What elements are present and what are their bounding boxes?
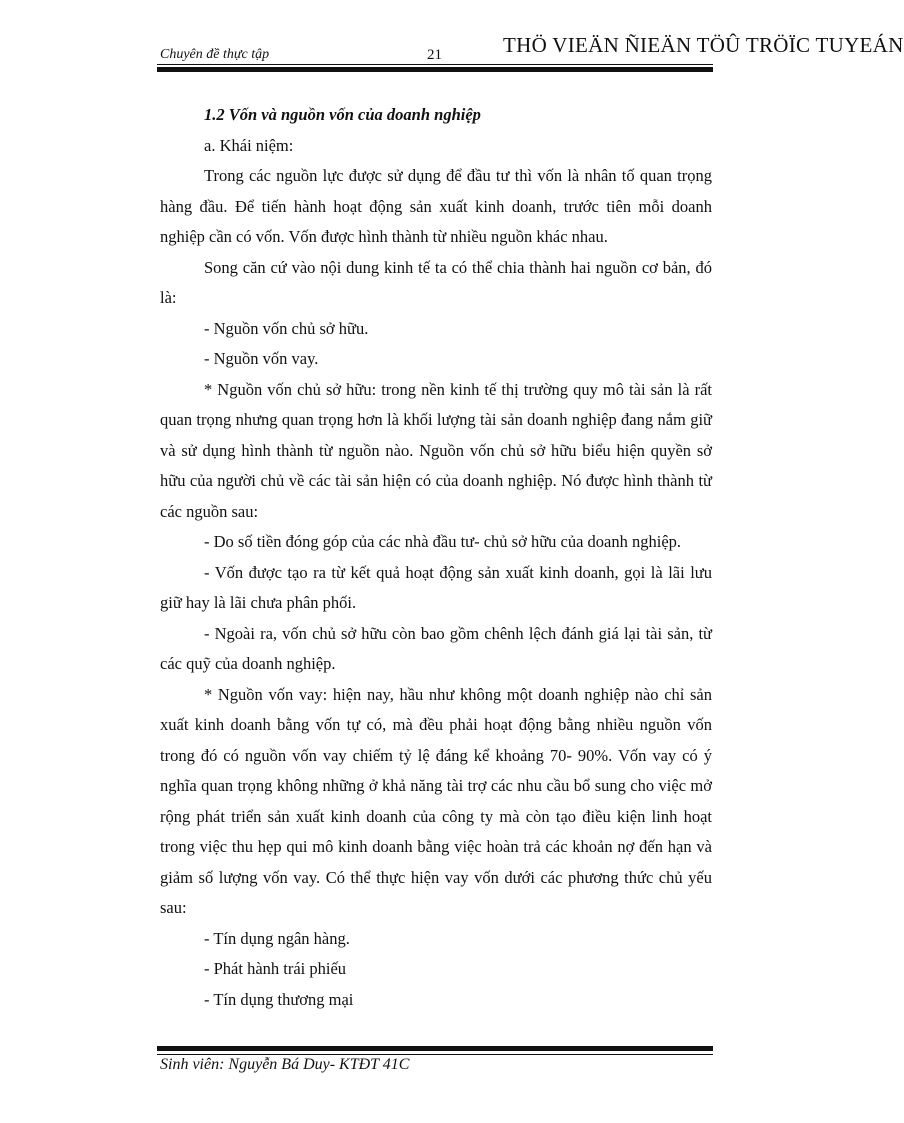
page-number: 21: [427, 47, 442, 63]
section-heading: 1.2 Vốn và nguồn vốn của doanh nghiệp: [204, 105, 481, 124]
list-item: - Tín dụng thương mại: [204, 989, 354, 1009]
list-item: - Tín dụng ngân hàng.: [204, 928, 350, 948]
header-document-title: Chuyên đề thực tập: [160, 47, 270, 62]
footer-author: Sinh viên: Nguyễn Bá Duy- KTĐT 41C: [160, 1056, 410, 1073]
list-item: - Do số tiền đóng góp của các nhà đầu tư- chủ sở hữu của doanh nghiệp.: [204, 532, 682, 551]
footer-rule-thin: [157, 1054, 713, 1055]
paragraph: Trong các nguồn lực được sử dụng để đầu tư thì vốn là nhân tố quan trọng hàng đầu. Để tiến hành hoạt động sản xuất kinh doanh, trước tiên mỗi doanh nghiệp cần có vốn. Vốn được hình thành từ nhiều nguồn khác nhau.: [160, 166, 712, 246]
paragraph: * Nguồn vốn chủ sở hữu: trong nền kinh tế thị trường quy mô tài sản là rất quan trọng nhưng quan trọng hơn là khối lượng tài sản doanh nghiệp đang nắm giữ và sử dụng hình thành từ nguồn nào. Nguồn vốn chủ sở hữu biểu hiện quyền sở hữu của người chủ về các tài sản hiện có của doanh nghiệp. Nó được hình thành từ các nguồn sau:: [160, 379, 712, 521]
paragraph-concept-label: a. Khái niệm:: [204, 135, 294, 155]
header-brand-text: THÖ VIEÄN ÑIEÄN TÖÛ TRÖÏC TUYEÁN: [503, 33, 904, 57]
paragraph: * Nguồn vốn vay: hiện nay, hầu như không một doanh nghiệp nào chỉ sản xuất kinh doanh bằng vốn tự có, mà đều phải hoạt động bằng nhiều nguồn vốn trong đó có nguồn vốn vay chiếm tỷ lệ đáng kể khoảng 70- 90%. Vốn vay có ý nghĩa quan trọng không những ở khả năng tài trợ các nhu cầu bổ sung cho việc mở rộng phát triển sản xuất kinh doanh của công ty mà còn tạo điều kiện linh hoạt trong việc thu hẹp qui mô kinh doanh bằng việc hoàn trả các khoản nợ đến hạn và giảm số lượng vốn vay. Có thể thực hiện vay vốn dưới các phương thức chủ yếu sau:: [160, 684, 712, 917]
list-item: - Nguồn vốn chủ sở hữu.: [204, 318, 369, 338]
list-item: - Ngoài ra, vốn chủ sở hữu còn bao gồm chênh lệch đánh giá lại tài sản, từ các quỹ của doanh nghiệp.: [160, 623, 712, 673]
footer-rule-thick: [157, 1046, 713, 1051]
list-item: - Nguồn vốn vay.: [204, 349, 319, 368]
paragraph: Song căn cứ vào nội dung kinh tế ta có thể chia thành hai nguồn cơ bản, đó là:: [160, 257, 712, 307]
page-body: [160, 100, 712, 1015]
list-item: - Vốn được tạo ra từ kết quả hoạt động sản xuất kinh doanh, gọi là lãi lưu giữ hay là lãi chưa phân phối.: [160, 562, 712, 612]
list-item: - Phát hành trái phiếu: [204, 959, 347, 978]
header-rule-thick: [157, 67, 713, 72]
header-rule-thin: [157, 64, 713, 65]
